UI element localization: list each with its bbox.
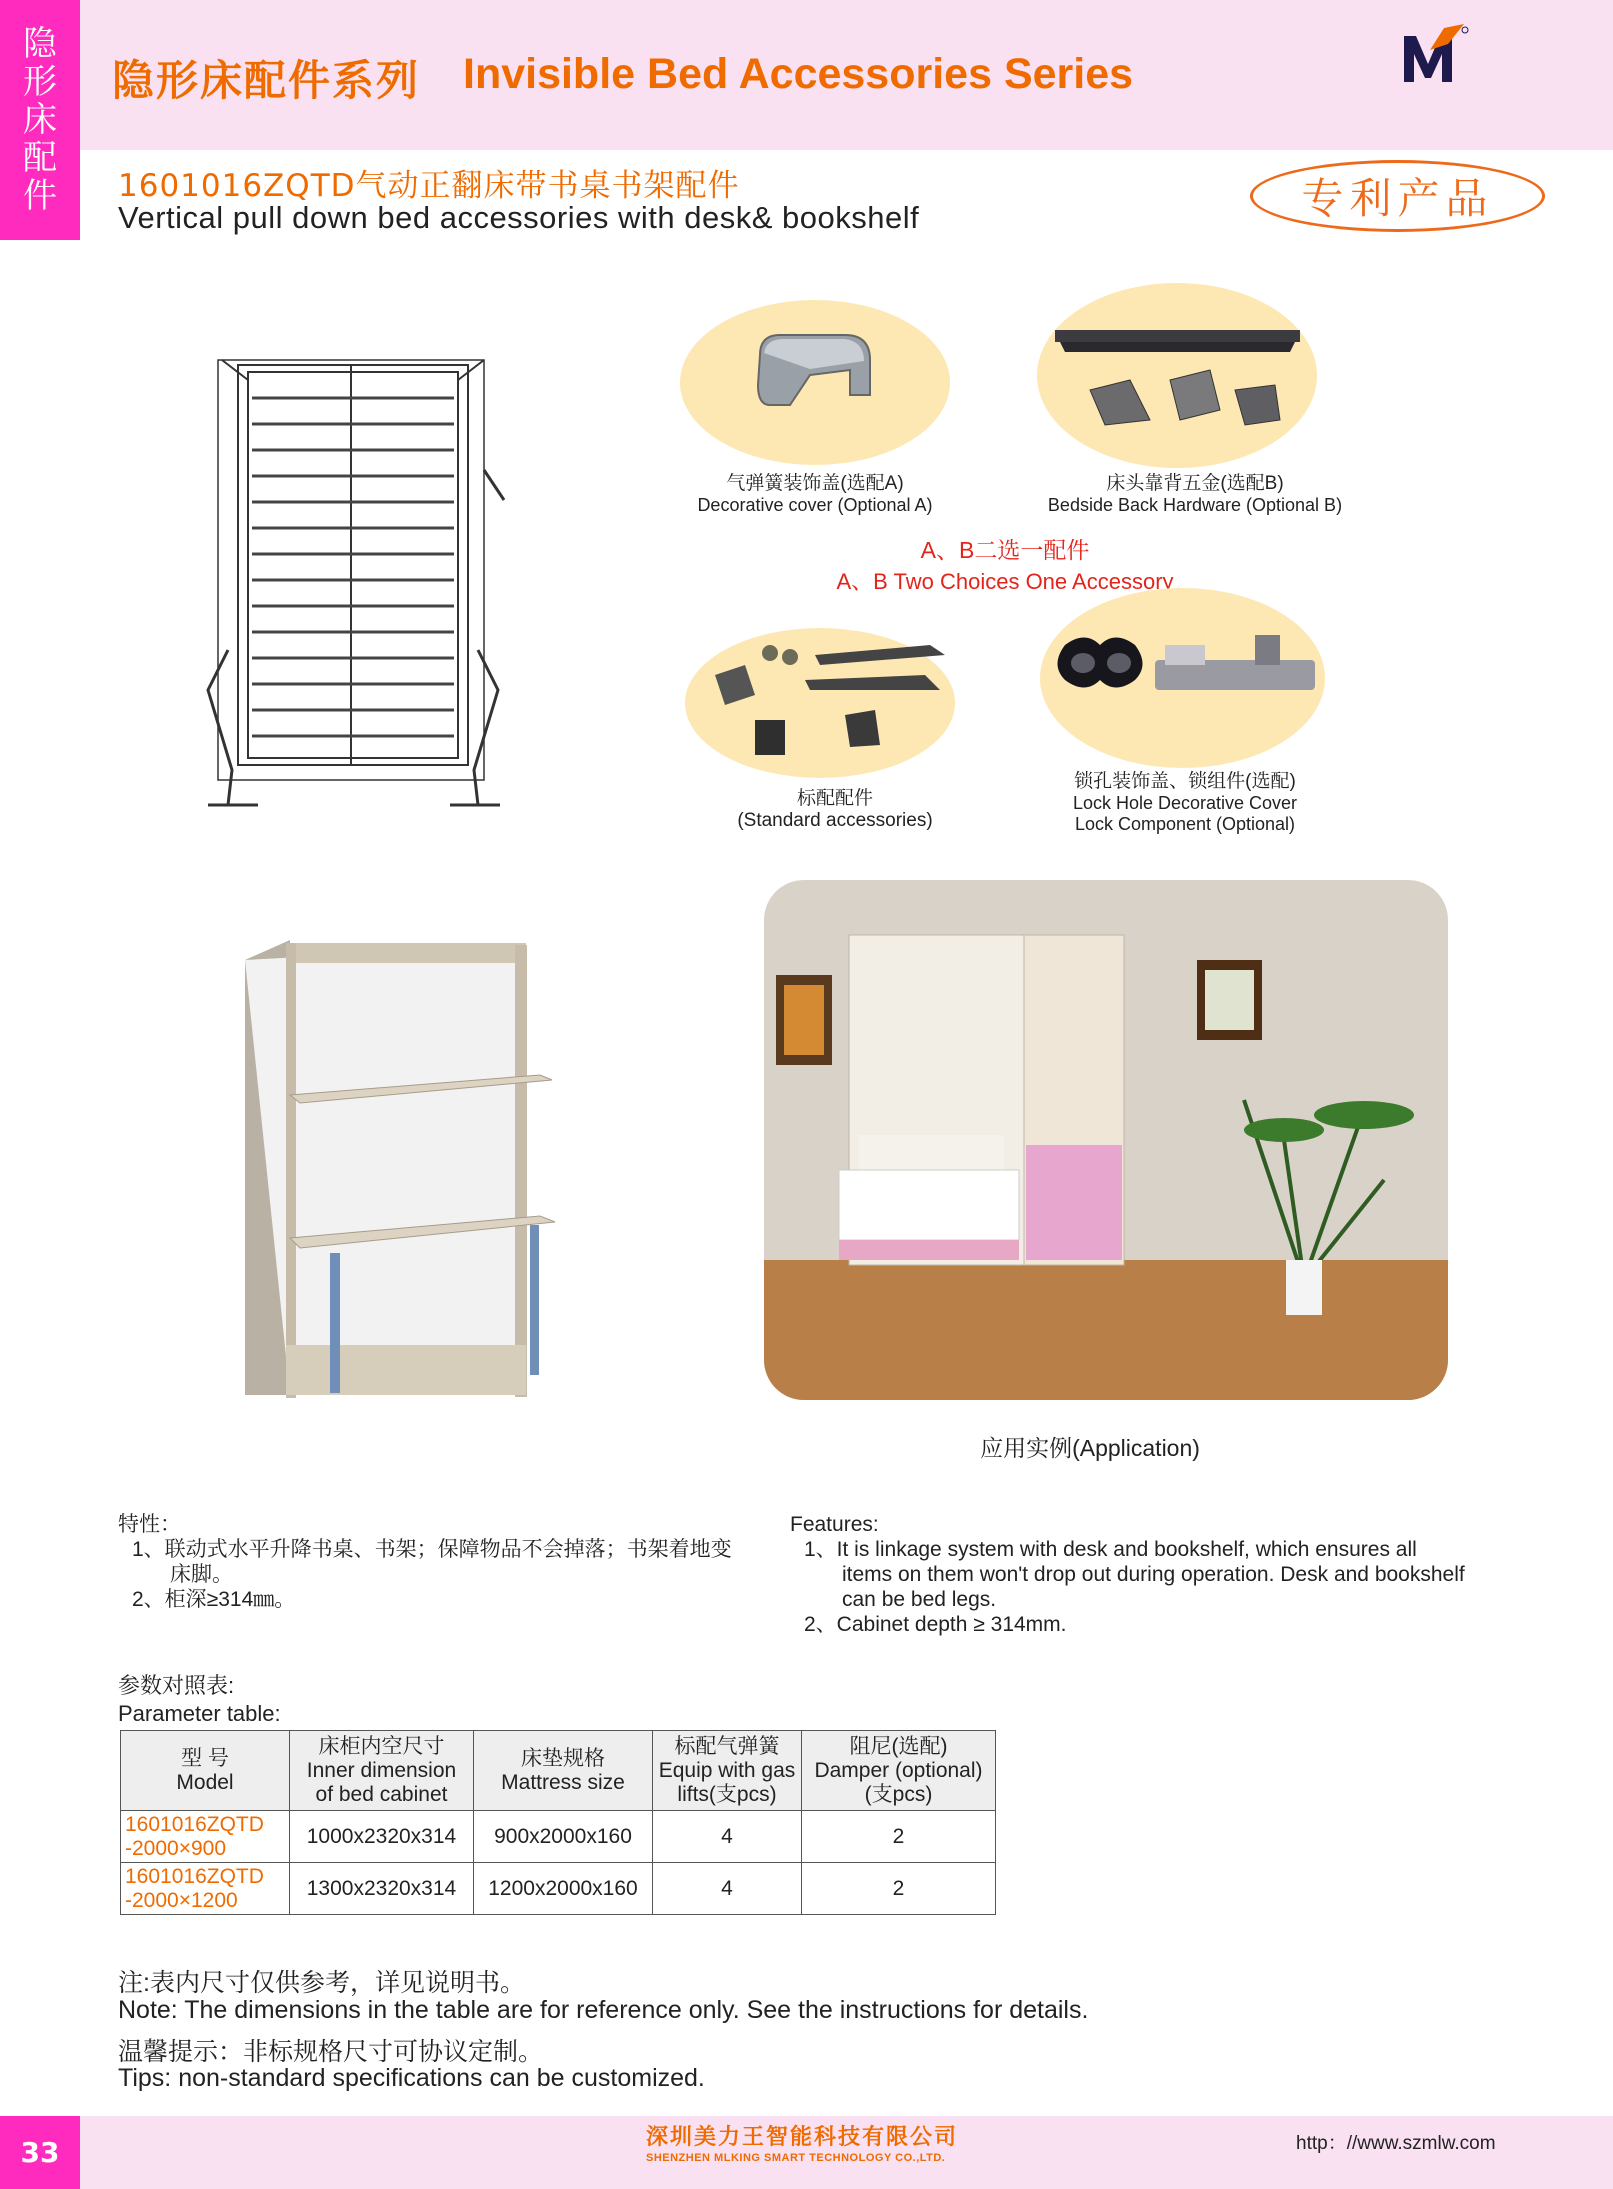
lock-component-image — [1055, 625, 1320, 705]
accessory-a-caption: 气弹簧装饰盖(选配A) Decorative cover (Optional A) — [697, 473, 933, 515]
page-title-en: Invisible Bed Accessories Series — [463, 50, 1134, 98]
cell-lifts: 4 — [653, 1863, 802, 1915]
side-tab-char: 形 — [23, 62, 57, 102]
header-gas-lifts: 标配气弹簧 Equip with gas lifts(支pcs) — [653, 1731, 802, 1811]
features-en-title: Features: — [790, 1513, 879, 1536]
side-tab-char: 配 — [23, 138, 57, 178]
param-title: 参数对照表: Parameter table: — [118, 1673, 281, 1726]
cell-inner: 1300x2320x314 — [290, 1863, 474, 1915]
desk-bookshelf-cabinet-image — [240, 935, 560, 1405]
product-title-en: Vertical pull down bed accessories with desk& bookshelf — [118, 200, 920, 235]
patent-badge: 专利产品 — [1250, 160, 1545, 232]
feature-cn-2: 2、柜深≥314㎜。 — [132, 1588, 296, 1611]
table-header-row — [121, 1731, 996, 1811]
product-title-cn: 1601016ZQTD气动正翻床带书桌书架配件 — [118, 168, 740, 204]
side-tab-char: 床 — [23, 100, 57, 140]
features-cn-title: 特性： — [118, 1513, 181, 1536]
header-damper: 阻尼(选配) Damper (optional) (支pcs) — [802, 1731, 996, 1811]
feature-en-1b: items on them won't drop out during operation. Desk and bookshelf — [842, 1563, 1465, 1586]
cell-model: 1601016ZQTD -2000×1200 — [121, 1863, 290, 1915]
company-name-cn: 深圳美力王智能科技有限公司 — [646, 2125, 959, 2150]
features-cn — [118, 1512, 798, 1612]
application-photo — [764, 880, 1448, 1400]
cell-mattress: 1200x2000x160 — [474, 1863, 653, 1915]
feature-cn-1b: 床脚。 — [170, 1563, 233, 1586]
tips-en: Tips: non-standard specifications can be customized. — [118, 2064, 705, 2092]
lock-caption: 锁孔装饰盖、锁组件(选配) Lock Hole Decorative Cover Lock Component (Optional) — [1072, 771, 1298, 834]
feature-cn-1: 1、联动式水平升降书桌、书架；保障物品不会掉落；书架着地变 — [132, 1538, 732, 1561]
bed-mechanism-drawing — [188, 350, 508, 825]
application-caption: 应用实例(Application) — [980, 1435, 1200, 1461]
tips-cn: 温馨提示：非标规格尺寸可协议定制。 — [118, 2038, 544, 2066]
header-inner-dimension: 床柜内空尺寸 Inner dimension of bed cabinet — [290, 1731, 474, 1811]
cell-lifts: 4 — [653, 1811, 802, 1863]
website-url: http：//www.szmlw.com — [1296, 2133, 1496, 2154]
choice-note: A、B二选一配件 A、B Two Choices One Accessory — [836, 537, 1174, 594]
feature-en-2: 2、Cabinet depth ≥ 314mm. — [804, 1613, 1067, 1636]
side-tab-char: 隐 — [23, 24, 57, 64]
bedside-hardware-image — [1050, 310, 1310, 440]
cell-mattress: 900x2000x160 — [474, 1811, 653, 1863]
cell-damper: 2 — [802, 1863, 996, 1915]
brand-logo-icon — [1400, 24, 1470, 90]
standard-accessories-image — [695, 635, 955, 770]
parameter-table — [120, 1730, 996, 1915]
feature-en-1c: can be bed legs. — [842, 1588, 997, 1611]
side-category-tab — [0, 0, 80, 240]
features-en — [790, 1512, 1510, 1637]
side-tab-char: 件 — [23, 176, 57, 216]
feature-en-1: 1、It is linkage system with desk and bookshelf, which ensures all — [804, 1538, 1417, 1561]
page-number: 33 — [0, 2116, 80, 2189]
header-mattress-size: 床垫规格 Mattress size — [474, 1731, 653, 1811]
note-cn: 注:表内尺寸仅供参考，详见说明书。 — [118, 1969, 525, 1997]
table-row — [121, 1863, 996, 1915]
accessory-b-caption: 床头靠背五金(选配B) Bedside Back Hardware (Optional B) — [1047, 473, 1343, 515]
header-model: 型 号 Model — [121, 1731, 290, 1811]
room-scene-image — [764, 880, 1448, 1400]
cell-model: 1601016ZQTD -2000×900 — [121, 1811, 290, 1863]
cell-damper: 2 — [802, 1811, 996, 1863]
company-name-en: SHENZHEN MLKING SMART TECHNOLOGY CO.,LTD. — [646, 2152, 946, 2164]
table-row — [121, 1811, 996, 1863]
cell-inner: 1000x2320x314 — [290, 1811, 474, 1863]
decorative-cover-image — [750, 325, 880, 425]
standard-accessories-caption: 标配配件 (Standard accessories) — [737, 788, 933, 831]
page-title-cn: 隐形床配件系列 — [112, 56, 421, 105]
note-en: Note: The dimensions in the table are for reference only. See the instructions for details. — [118, 1996, 1089, 2024]
